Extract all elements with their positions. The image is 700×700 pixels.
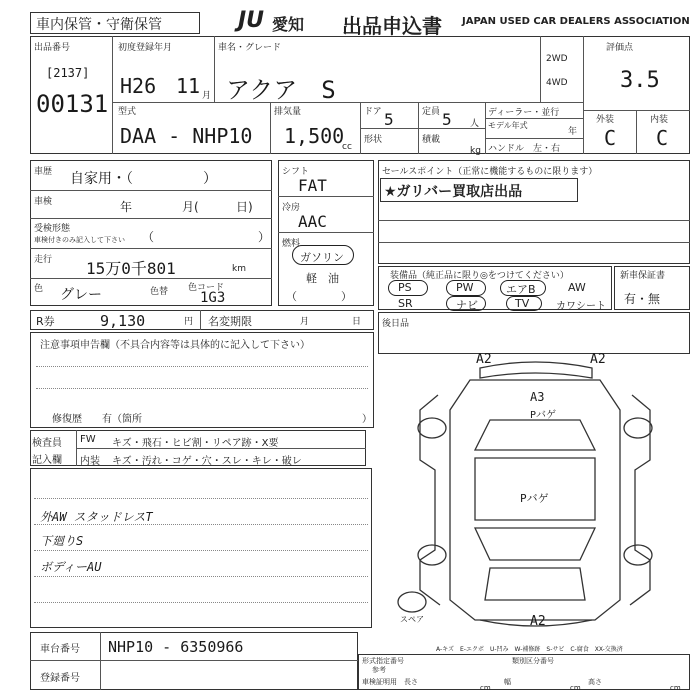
inspector-row1-head: FW (80, 434, 96, 445)
deadline-month: 月 (300, 317, 310, 327)
spec-unit-2: cm (570, 684, 581, 692)
model-value: アクア S (226, 76, 336, 104)
inspector-row2: キズ・汚れ・コゲ・穴・スレ・キレ・破レ (112, 456, 302, 467)
wheel-front-left (418, 418, 446, 438)
fuel-gasoline: ガソリン (300, 251, 344, 264)
color-value: グレー (60, 287, 102, 303)
spec-unit-1: cm (480, 684, 491, 692)
deadline-day: 日 (352, 317, 362, 327)
wheel-rear-left (418, 545, 446, 565)
ju-logo: JU (238, 8, 265, 33)
first-registration-label: 初度登録年月 (118, 43, 173, 53)
front-bumper (480, 362, 592, 378)
dealer-label: ディーラー・並行 (488, 108, 560, 118)
first-registration-year: H26 (120, 74, 157, 98)
reception-note: 車検付きのみ記入して下さい (34, 236, 125, 244)
shaken-month: 月( (182, 200, 199, 214)
shift-label: シフト (282, 167, 310, 177)
tax-label: R券 (36, 315, 55, 328)
color-code-value: 1G3 (200, 290, 226, 306)
tax-row (30, 310, 374, 330)
damage-a2-top-left: A2 (476, 352, 492, 367)
inspector-label-2: 記入欄 (32, 455, 62, 466)
fuel-label: 燃料 (282, 239, 301, 249)
drive-2wd: 2WD (546, 54, 568, 64)
spec-row3: 車検証明用 (362, 678, 397, 686)
mileage-unit: km (232, 264, 246, 274)
lot-code: [2137] (46, 66, 90, 80)
deadline-label: 名変期限 (208, 315, 252, 328)
reception-label: 受検形態 (34, 224, 71, 234)
handle-label: ハンドル 左・右 (488, 144, 561, 154)
windshield (475, 420, 595, 450)
wheel-rear-right (624, 545, 652, 565)
equip-sr: SR (398, 297, 413, 310)
capacity-unit: 人 (470, 119, 480, 129)
displacement-label: 排気量 (274, 107, 302, 117)
damage-a2-top-right: A2 (590, 352, 606, 367)
history-label: 車歴 (34, 167, 53, 177)
wheel-front-right (624, 418, 652, 438)
tax-unit: 円 (184, 317, 194, 327)
shaken-label: 車検 (34, 197, 53, 207)
equip-pw: PW (456, 281, 474, 294)
model-year-label: モデル年式 (488, 121, 528, 130)
first-registration-month: 11 (176, 74, 201, 98)
spec-row1: 形式指定番号 (362, 657, 404, 665)
spec-width: 幅 (504, 678, 511, 686)
fuel-diesel: 軽 油 (306, 272, 339, 285)
storage-stamp-text: 車内保管・守衛保管 (36, 17, 162, 33)
repair-history: 修復歴 有（箇所 (52, 414, 142, 425)
sales-point-label: セールスポイント（正常に機能するものに限ります） (382, 167, 598, 177)
rear-window (475, 528, 595, 560)
shape-label: 形状 (364, 135, 383, 145)
after-item-label: 後日品 (382, 319, 410, 329)
interior-score: C (656, 126, 669, 150)
spec-unit-3: cm (670, 684, 681, 692)
damage-a3: A3 (530, 390, 545, 404)
color-code-label: 色コード (188, 283, 225, 293)
sales-point-value: ★ガリバー買取店出品 (384, 184, 523, 200)
equipment-label: 装備品（純正品に限り◎をつけてください） (390, 271, 569, 281)
lot-number: 00131 (36, 90, 109, 118)
interior-label: 内装 (650, 115, 669, 125)
equip-sheet: カワシート (556, 301, 606, 312)
model-year-unit: 年 (568, 127, 578, 137)
inspector-label-1: 検査員 (32, 438, 62, 449)
warranty-value: 有・無 (624, 292, 661, 306)
score-label: 評価点 (606, 43, 634, 53)
damage-legend: A-キズ E-エクボ U-凹み W-補修跡 S-サビ C-腐食 XX-交換済 (436, 646, 623, 653)
color-label: 色 (34, 284, 44, 294)
doors-label: ドア (364, 107, 382, 117)
logo-area: 愛知 (272, 15, 305, 34)
aircon-value: AAC (298, 212, 327, 231)
chassis-value: NHP10 - 6350966 (108, 638, 244, 656)
shaken-day: 日) (236, 200, 253, 214)
spec-length: 長さ (404, 678, 418, 686)
displacement-value: 1,500 (284, 124, 345, 148)
capacity-label: 定員 (422, 107, 441, 117)
trunk (485, 568, 585, 600)
history-value: 自家用・（ ） (70, 171, 217, 187)
drive-4wd: 4WD (546, 78, 568, 88)
spare-label: スペア (400, 615, 424, 624)
equip-tv: TV (515, 297, 530, 310)
exterior-label: 外装 (596, 115, 615, 125)
type-value: DAA - NHP10 (120, 124, 253, 148)
form-title: 出品申込書 (342, 14, 442, 38)
exterior-score: C (604, 126, 617, 150)
remark-line-3: ボディーAU (40, 560, 102, 574)
remark-line-2: 下廻りS (40, 534, 84, 548)
remark-line-1: 外AW スタッドレスT (40, 510, 153, 524)
type-label: 型式 (118, 107, 137, 117)
spare-tire (398, 592, 426, 612)
spec-row2: 参考 (372, 666, 386, 674)
shift-value: FAT (298, 176, 327, 195)
equip-aw: AW (568, 281, 586, 294)
damage-a2-bottom: A2 (530, 614, 546, 629)
mileage-label: 走行 (34, 255, 53, 265)
after-item-block (378, 312, 690, 354)
damage-hood: Pバゲ (520, 492, 549, 505)
right-side-panel (630, 395, 650, 605)
damage-roof: Pバゲ (530, 410, 557, 421)
notes-label: 注意事項申告欄（不具合内容等は具体的に記入して下さい） (40, 340, 310, 351)
load-label: 積載 (422, 135, 441, 145)
left-side-panel (420, 395, 440, 605)
lot-number-label: 出品番号 (34, 43, 71, 53)
association-name: JAPAN USED CAR DEALERS ASSOCIATION (462, 16, 690, 27)
mileage-value: 15万0千801 (86, 259, 176, 278)
equip-navi: ナビ (456, 299, 478, 312)
shaken-year: 年 (120, 200, 133, 214)
roof (475, 458, 595, 520)
load-unit: kg (470, 146, 481, 156)
aircon-label: 冷房 (282, 203, 301, 213)
equip-ab: エアB (506, 283, 536, 296)
spec-height: 高さ (588, 678, 602, 686)
model-label: 車名・グレード (218, 43, 282, 53)
spec-row1b: 類別区分番号 (512, 657, 554, 665)
tax-value: 9,130 (100, 312, 146, 330)
month-unit: 月 (202, 91, 212, 101)
displacement-unit: cc (342, 142, 352, 152)
capacity-value: 5 (442, 110, 452, 129)
inspector-row1: キズ・飛石・ヒビ割・リペア跡・X要 (112, 438, 279, 449)
score-value: 3.5 (620, 68, 660, 93)
warranty-label: 新車保証書 (620, 271, 666, 281)
equip-ps: PS (398, 281, 412, 294)
color-change-label: 色替 (150, 287, 169, 297)
chassis-label: 車台番号 (40, 644, 80, 655)
registration-number-label: 登録番号 (40, 673, 80, 684)
inspector-row2-head: 内装 (80, 456, 100, 467)
doors-value: 5 (384, 110, 394, 129)
